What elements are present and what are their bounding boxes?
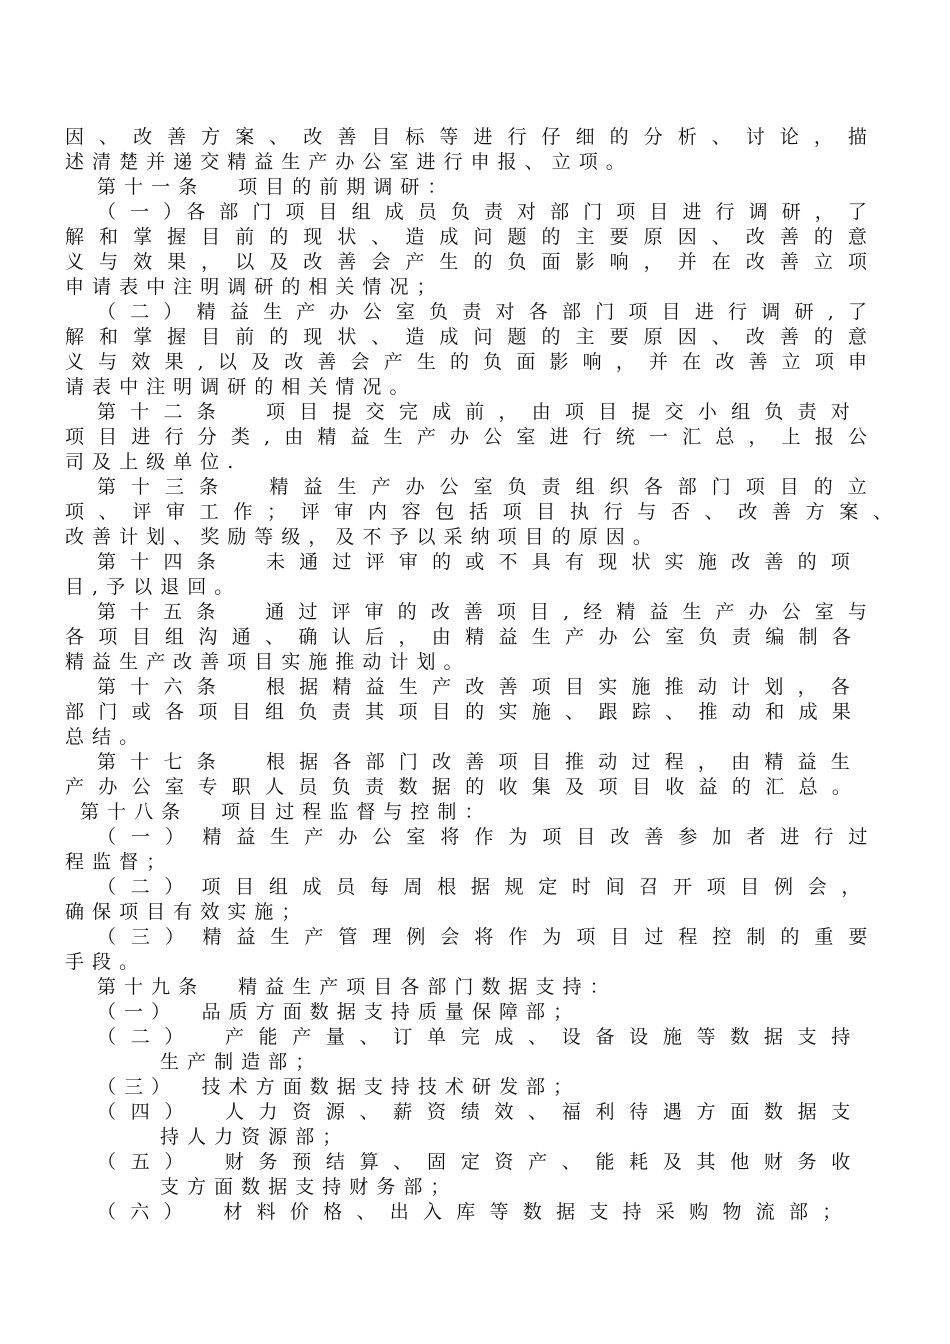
text-line: （ 四 ） 人 力 资 源 、 薪 资 绩 效 、 福 利 待 遇 方 面 数 据 支 [97, 1101, 855, 1123]
text-line: 义 与 效 果 ， 以 及 改 善 会 产 生 的 负 面 影 响 ， 并 在 改 善 立 项 [65, 251, 872, 273]
text-line: 改 善 计 划 、 奖 励 等 级 ， 及 不 予 以 采 纳 项 目 的 原 因 。 [65, 526, 653, 548]
text-line: （ 三 ） 技 术 方 面 数 据 支 持 技 术 研 发 部 ； [97, 1076, 574, 1098]
text-line: （ 一 ） 品 质 方 面 数 据 支 持 质 量 保 障 部 ； [97, 1001, 574, 1023]
text-line: （ 一 ） 精 益 生 产 办 公 室 将 作 为 项 目 改 善 参 加 者 进 行 过 [97, 826, 872, 848]
text-line: 手 段 。 [65, 951, 140, 973]
text-line: 目 , 予 以 退 回 。 [65, 576, 235, 598]
text-line: （ 六 ） 材 料 价 格 、 出 入 库 等 数 据 支 持 采 购 物 流 部 ； [97, 1201, 846, 1223]
text-line: （ 二 ） 产 能 产 量 、 订 单 完 成 、 设 备 设 施 等 数 据 支 持 [97, 1026, 855, 1048]
text-line: 项 、 评 审 工 作 ； 评 审 内 容 包 括 项 目 执 行 与 否 、 改 善 方 案 、 [65, 501, 897, 523]
text-line: （ 五 ） 财 务 预 结 算 、 固 定 资 产 、 能 耗 及 其 他 财 务 收 [97, 1151, 855, 1173]
text-line: （ 三 ） 精 益 生 产 管 理 例 会 将 作 为 项 目 过 程 控 制 的 重 要 [97, 926, 872, 948]
text-line: （ 二 ） 项 目 组 成 员 每 周 根 据 规 定 时 间 召 开 项 目 例 会 ， [97, 876, 865, 898]
text-line: 精 益 生 产 改 善 项 目 实 施 推 动 计 划 。 [65, 651, 464, 673]
text-line: 第 十 二 条 项 目 提 交 完 成 前 ， 由 项 目 提 交 小 组 负 责 对 [97, 401, 854, 423]
text-line: 项 目 进 行 分 类 , 由 精 益 生 产 办 公 室 进 行 统 一 汇 总 ， 上 报 公 [65, 426, 872, 448]
text-line: 持 人 力 资 源 部 ； [160, 1126, 343, 1148]
text-line: 支 方 面 数 据 支 持 财 务 部 ； [160, 1176, 451, 1198]
text-line: 部 门 或 各 项 目 组 负 责 其 项 目 的 实 施 、 跟 踪 、 推 动 和 成 果 [65, 701, 856, 723]
text-line: 第 十 四 条 未 通 过 评 审 的 或 不 具 有 现 状 实 施 改 善 的 项 [97, 551, 854, 573]
text-line: 第 十 一 条 项 目 的 前 期 调 研 ： [97, 176, 448, 198]
text-line: 解 和 掌 握 目 前 的 现 状 、 造 成 问 题 的 主 要 原 因 、 改 善 的 意 [65, 226, 872, 248]
text-line: 第 十 三 条 精 益 生 产 办 公 室 负 责 组 织 各 部 门 项 目 的 立 [97, 476, 872, 498]
text-line: 各 项 目 组 沟 通 、 确 认 后 ， 由 精 益 生 产 办 公 室 负 责 编 制 各 [65, 626, 856, 648]
text-line: （ 二 ） 精 益 生 产 办 公 室 负 责 对 各 部 门 项 目 进 行 调 研 , 了 [97, 301, 872, 323]
text-line: 第 十 七 条 根 据 各 部 门 改 善 项 目 推 动 过 程 ， 由 精 益 生 [97, 751, 854, 773]
text-line: 程 监 督 ； [65, 851, 167, 873]
text-line: 申 请 表 中 注 明 调 研 的 相 关 情 况 ； [65, 276, 437, 298]
text-line: 确 保 项 目 有 效 实 施 ； [65, 901, 302, 923]
text-line: 产 办 公 室 专 职 人 员 负 责 数 据 的 收 集 及 项 目 收 益 的 汇 总 。 [65, 776, 856, 798]
text-line: 义 与 效 果 , 以 及 改 善 会 产 生 的 负 面 影 响 ， 并 在 改 善 立 项 申 [65, 351, 872, 373]
text-line: 因 、 改 善 方 案 、 改 善 目 标 等 进 行 仔 细 的 分 析 、 讨 论 ， 描 [65, 126, 872, 148]
text-line: 第 十 八 条 项 目 过 程 监 督 与 控 制 ： [80, 801, 485, 823]
text-line: 述 清 楚 并 递 交 精 益 生 产 办 公 室 进 行 申 报 、 立 项 。 [65, 151, 626, 173]
text-line: （ 一 ）各 部 门 项 目 组 成 员 负 责 对 部 门 项 目 进 行 调 研 ， 了 [97, 201, 871, 223]
text-line: 总 结 。 [65, 726, 140, 748]
text-line: 请 表 中 注 明 调 研 的 相 关 情 况 。 [65, 376, 410, 398]
text-line: 生 产 制 造 部 ； [160, 1051, 316, 1073]
text-line: 第 十 六 条 根 据 精 益 生 产 改 善 项 目 实 施 推 动 计 划 ， 各 [97, 676, 854, 698]
text-line: 司 及 上 级 单 位 . [65, 451, 235, 473]
text-line: 解 和 掌 握 目 前 的 现 状 、 造 成 问 题 的 主 要 原 因 、 改 善 的 意 [65, 326, 872, 348]
text-line: 第 十 九 条 精 益 生 产 项 目 各 部 门 数 据 支 持 ： [97, 976, 610, 998]
text-line: 第 十 五 条 通 过 评 审 的 改 善 项 目 , 经 精 益 生 产 办 公 室 与 [97, 601, 871, 623]
